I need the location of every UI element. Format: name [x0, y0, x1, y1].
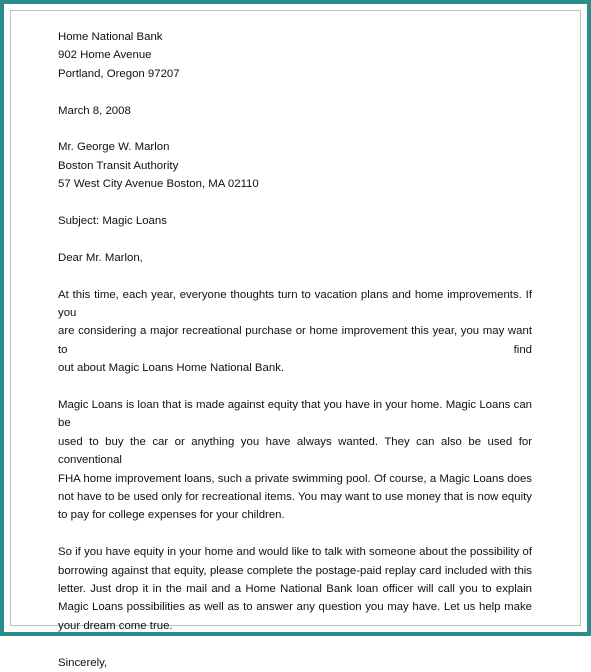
paragraph-line: your dream come true. [58, 619, 173, 632]
paragraph-line: Magic Loans is loan that is made against equity that you have in your home. Magic Loans can be [58, 399, 532, 430]
recipient-organization: Boston Transit Authority [58, 159, 179, 172]
salutation: Dear Mr. Marlon, [58, 251, 143, 264]
paragraph-1 [58, 286, 532, 378]
paragraph-2 [58, 396, 532, 525]
closing: Sincerely, [58, 656, 108, 669]
recipient-name: Mr. George W. Marlon [58, 141, 170, 154]
sender-street: 902 Home Avenue [58, 49, 152, 62]
sender-city: Portland, Oregon 97207 [58, 67, 180, 80]
paragraph-line: used to buy the car or anything you have always wanted. They can also be used for conventional [58, 435, 532, 467]
paragraph-line: to pay for college expenses for your children. [58, 509, 285, 522]
letter-date: March 8, 2008 [58, 104, 131, 117]
paragraph-line: borrowing against that equity, please complete the postage-paid replay card included with this [58, 564, 532, 577]
paragraph-line: Magic Loans possibilities as well as to answer any question you may have. Let us help make [58, 601, 532, 614]
recipient-address: 57 West City Avenue Boston, MA 02110 [58, 178, 259, 191]
paragraph-line: not have to be used only for recreational items. You may want to use money that is now equity [58, 491, 532, 504]
sender-block [58, 28, 532, 83]
paragraph-line: out about Magic Loans Home National Bank. [58, 362, 285, 375]
recipient-block [58, 138, 532, 193]
paragraph-line: At this time, each year, everyone thoughts turn to vacation plans and home improvements. If you [58, 288, 532, 320]
paragraph-line: So if you have equity in your home and would like to talk with someone about the possibility of [58, 546, 532, 559]
paragraph-line: letter. Just drop it in the mail and a Home National Bank loan officer will call you to explain [58, 583, 532, 596]
paragraph-3 [58, 543, 532, 635]
paragraph-line: are considering a major recreational purchase or home improvement this year, you may want to find [58, 325, 532, 356]
subject-line: Subject: Magic Loans [58, 215, 167, 228]
paragraph-line: FHA home improvement loans, such a private swimming pool. Of course, a Magic Loans does [58, 472, 532, 485]
letter-body [58, 28, 532, 672]
sender-name: Home National Bank [58, 31, 163, 43]
